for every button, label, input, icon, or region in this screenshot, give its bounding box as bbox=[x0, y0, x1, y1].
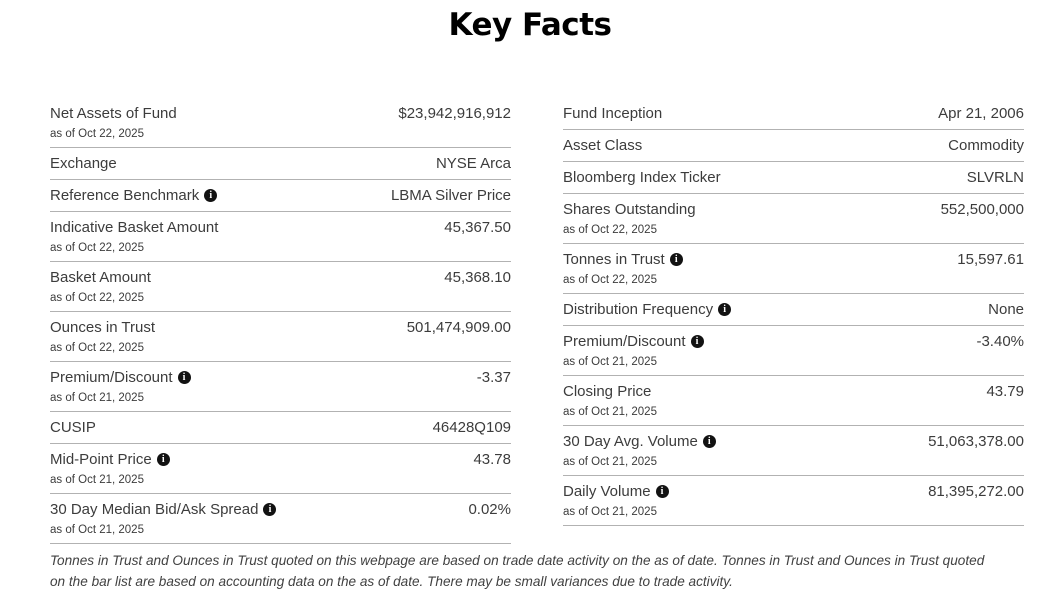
fact-label bbox=[563, 300, 731, 319]
fact-label-block bbox=[563, 432, 716, 469]
fact-label-text: Daily Volume bbox=[563, 483, 651, 500]
fact-value: Apr 21, 2006 bbox=[938, 105, 1024, 122]
fact-value: 43.79 bbox=[986, 383, 1024, 400]
fact-label-block bbox=[50, 318, 155, 355]
fact-label-block bbox=[563, 482, 669, 519]
as-of-date: as of Oct 22, 2025 bbox=[50, 128, 144, 140]
fact-value: 43.78 bbox=[473, 451, 511, 468]
fact-row bbox=[563, 130, 1024, 162]
fact-label-text: Indicative Basket Amount bbox=[50, 219, 219, 236]
info-icon[interactable]: i bbox=[204, 189, 217, 202]
fact-label-block bbox=[50, 450, 170, 487]
fact-value: $23,942,916,912 bbox=[398, 105, 511, 122]
fact-label-text: Mid-Point Price bbox=[50, 451, 152, 468]
fact-label-text: Exchange bbox=[50, 155, 117, 172]
fact-label-block bbox=[563, 332, 704, 369]
fact-row bbox=[50, 180, 511, 212]
as-of-date: as of Oct 21, 2025 bbox=[50, 392, 144, 404]
fact-label bbox=[50, 368, 191, 387]
fact-row bbox=[50, 444, 511, 494]
fact-label bbox=[563, 382, 657, 401]
fact-row bbox=[563, 376, 1024, 426]
fact-row bbox=[563, 98, 1024, 130]
fact-label-text: Premium/Discount bbox=[50, 369, 173, 386]
fact-label bbox=[50, 450, 170, 469]
fact-label-block bbox=[563, 300, 731, 319]
fact-label-block bbox=[50, 104, 177, 141]
fact-label bbox=[50, 154, 117, 173]
fact-label-text: Basket Amount bbox=[50, 269, 151, 286]
info-icon[interactable]: i bbox=[691, 335, 704, 348]
fact-row bbox=[563, 194, 1024, 244]
fact-label bbox=[563, 104, 662, 123]
fact-row bbox=[563, 326, 1024, 376]
fact-value: Commodity bbox=[948, 137, 1024, 154]
fact-label-block bbox=[563, 104, 662, 123]
fact-label-block bbox=[50, 268, 151, 305]
fact-label-text: Reference Benchmark bbox=[50, 187, 200, 204]
page-title: Key Facts bbox=[448, 7, 612, 43]
fact-label-block bbox=[563, 382, 657, 419]
as-of-date: as of Oct 22, 2025 bbox=[563, 224, 657, 236]
fact-label bbox=[50, 418, 96, 437]
fact-value: 552,500,000 bbox=[940, 201, 1024, 218]
fact-row bbox=[563, 426, 1024, 476]
as-of-date: as of Oct 22, 2025 bbox=[50, 242, 144, 254]
fact-row bbox=[563, 244, 1024, 294]
fact-label bbox=[50, 218, 218, 237]
fact-value: 45,367.50 bbox=[444, 219, 511, 236]
fact-label-text: Bloomberg Index Ticker bbox=[563, 169, 721, 186]
fact-label-text: Tonnes in Trust bbox=[563, 251, 665, 268]
fact-label-text: Closing Price bbox=[563, 383, 652, 400]
fact-value: NYSE Arca bbox=[435, 155, 511, 172]
fact-label-block bbox=[50, 500, 276, 537]
info-icon[interactable]: i bbox=[670, 253, 683, 266]
info-icon[interactable]: i bbox=[263, 503, 276, 516]
fact-label-text: 30 Day Median Bid/Ask Spread bbox=[50, 501, 259, 518]
fact-value: 15,597.61 bbox=[957, 251, 1024, 268]
fact-value: 0.02% bbox=[468, 501, 511, 518]
fact-label-block bbox=[563, 250, 683, 287]
fact-row bbox=[50, 212, 511, 262]
fact-label bbox=[50, 318, 155, 337]
as-of-date: as of Oct 22, 2025 bbox=[50, 292, 144, 304]
fact-row bbox=[50, 412, 511, 444]
as-of-date: as of Oct 21, 2025 bbox=[50, 524, 144, 536]
fact-label-block bbox=[563, 200, 696, 237]
fact-label-block bbox=[50, 186, 217, 205]
fact-value: -3.40% bbox=[976, 333, 1024, 350]
fact-row bbox=[563, 476, 1024, 526]
fact-label-text: CUSIP bbox=[50, 419, 96, 436]
as-of-date: as of Oct 21, 2025 bbox=[563, 456, 657, 468]
fact-label-block bbox=[50, 368, 191, 405]
info-icon[interactable]: i bbox=[178, 371, 191, 384]
fact-label bbox=[50, 104, 177, 123]
fact-row bbox=[50, 148, 511, 180]
fact-label-block bbox=[563, 136, 642, 155]
info-icon[interactable]: i bbox=[656, 485, 669, 498]
fact-row bbox=[50, 362, 511, 412]
key-facts-column-right bbox=[563, 98, 1024, 544]
info-icon[interactable]: i bbox=[703, 435, 716, 448]
fact-label-block bbox=[50, 154, 117, 173]
fact-value: 501,474,909.00 bbox=[406, 319, 511, 336]
fact-label-text: Shares Outstanding bbox=[563, 201, 696, 218]
fact-label-text: Net Assets of Fund bbox=[50, 105, 177, 122]
fact-label-text: Fund Inception bbox=[563, 105, 663, 122]
info-icon[interactable]: i bbox=[718, 303, 731, 316]
as-of-date: as of Oct 21, 2025 bbox=[563, 506, 657, 518]
footnote: Tonnes in Trust and Ounces in Trust quoted on this webpage are based on trade date activity on the as of date. Tonnes in Trust and Ounces in Trust quoted on the bar list are based on accounting data on the as of date. There may be small variances due to trade activity. bbox=[50, 553, 985, 589]
fact-label bbox=[563, 136, 642, 155]
fact-label-text: Distribution Frequency bbox=[563, 301, 714, 318]
fact-row bbox=[50, 98, 511, 148]
key-facts-section bbox=[0, 98, 1060, 544]
fact-row bbox=[50, 262, 511, 312]
fact-row bbox=[50, 312, 511, 362]
fact-label-text: Asset Class bbox=[563, 137, 643, 154]
fact-label-text: Premium/Discount bbox=[563, 333, 686, 350]
fact-value: 51,063,378.00 bbox=[928, 433, 1024, 450]
as-of-date: as of Oct 21, 2025 bbox=[563, 406, 657, 418]
as-of-date: as of Oct 21, 2025 bbox=[563, 356, 657, 368]
fact-label bbox=[563, 200, 696, 219]
as-of-date: as of Oct 22, 2025 bbox=[50, 342, 144, 354]
fact-label bbox=[50, 268, 151, 287]
fact-label-text: 30 Day Avg. Volume bbox=[563, 433, 698, 450]
fact-value: 81,395,272.00 bbox=[928, 483, 1024, 500]
as-of-date: as of Oct 22, 2025 bbox=[563, 274, 657, 286]
fact-row bbox=[563, 294, 1024, 326]
fact-label bbox=[563, 482, 669, 501]
fact-label-text: Ounces in Trust bbox=[50, 319, 156, 336]
fact-value: LBMA Silver Price bbox=[390, 187, 511, 204]
fact-row bbox=[563, 162, 1024, 194]
fact-label bbox=[50, 500, 276, 519]
fact-label bbox=[563, 250, 683, 269]
key-facts-column-left bbox=[50, 98, 511, 544]
fact-label-block bbox=[563, 168, 721, 187]
fact-value: -3.37 bbox=[476, 369, 511, 386]
fact-value: SLVRLN bbox=[966, 169, 1024, 186]
fact-label bbox=[563, 168, 721, 187]
fact-row bbox=[50, 494, 511, 544]
info-icon[interactable]: i bbox=[157, 453, 170, 466]
fact-label-block bbox=[50, 418, 96, 437]
fact-label bbox=[50, 186, 217, 205]
as-of-date: as of Oct 21, 2025 bbox=[50, 474, 144, 486]
fact-value: 45,368.10 bbox=[444, 269, 511, 286]
fact-value: 46428Q109 bbox=[432, 419, 511, 436]
fact-value: None bbox=[988, 301, 1024, 318]
fact-label-block bbox=[50, 218, 218, 255]
fact-label bbox=[563, 432, 716, 451]
fact-label bbox=[563, 332, 704, 351]
